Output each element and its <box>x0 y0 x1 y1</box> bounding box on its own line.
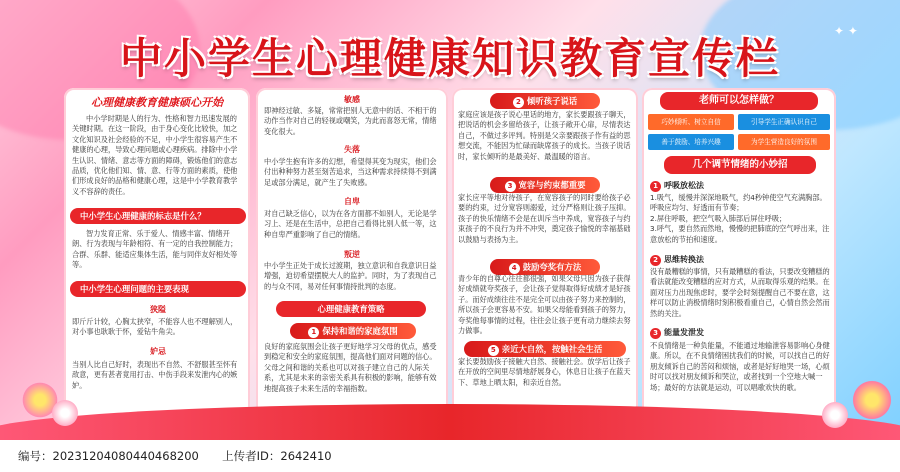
strategy-2-heading: 2 倾听孩子说话 <box>490 93 600 109</box>
sensitive-heading: 敏感 <box>344 95 360 104</box>
flower-icon <box>50 398 80 428</box>
tip-2-text: 没有最糟糕的事情，只有最糟糕的看法，只要改变糟糕的看法就能改变糟糕的应对方式，从而取得乐观的结果。在面对压力出现焦虑时，要学会时刻提醒自己不要在意，这样可以防止消极情绪时刻积极看重自己，心情自然会然而然的关注。 <box>650 267 830 318</box>
uploader-label: 上传者ID： <box>222 449 281 463</box>
teacher-heading: 老师可以怎样做？ <box>660 92 818 110</box>
strategy-3-text: 家长应平等地对待孩子，在宽容孩子的同时要给孩子必要的约束，过分宽容则溺爱，过分严格则让孩子压抑。孩子的快乐情绪不会是在训斥当中养成，宽容孩子与约束孩子的不良行为并不冲突，奠定孩子愉悦的幸福基础以鼓励与表扬为主。 <box>458 193 631 244</box>
id-value: 20231204080440468200 <box>52 449 199 463</box>
tip-1-heading: 1 呼吸放松法 <box>650 180 828 192</box>
strategy-2-text: 家庭应该是孩子说心里话的地方，家长要跟孩子聊天，把说话的机会多留给孩子，让孩子敞开心扉，尽情表达自己，不做过多评判。特别是父亲要跟孩子作有益的思想交流，不能因为忙碌而缺席孩子的成长。当孩子说话时，家长倾听的是最美好、最温暖的语言。 <box>458 110 631 161</box>
uploader-value: 2642410 <box>280 449 332 463</box>
rebel-text: 中小学生正处于成长过渡期，独立意识和自我意识日益增强，迫切希望摆脱大人的监护。同时，为了表现自己的与众不同，易对任何事情持批判的态度。 <box>264 261 437 291</box>
id-label: 编号： <box>18 449 53 463</box>
lost-heading: 失落 <box>344 145 360 154</box>
flower-icon <box>850 378 894 422</box>
tips-heading: 几个调节情绪的小妙招 <box>664 156 816 174</box>
tip-3-text: 不良情绪是一种负能量，不能通过地输泄容易影响心身健康。所以，在不良情绪困扰我们的时候，可以找自己的好朋友倾诉自己的苦闷和烦恼，或者是好好地哭一场，心烦时可以找对朋友倾诉和哭泣，或者找到一个空地大喊一场；最好的方法就是运动，可以唱歌欢快的歌。 <box>650 341 830 392</box>
tip-3-heading: 3 能量发泄发 <box>650 327 828 339</box>
flower-icon <box>820 400 850 430</box>
lost-text: 中小学生抱有许多的幻想，希望得其变为现实，他们会付出种种努力甚至刻苦追求，当这种需求持续得不到满足或部分满足，就产生了失败感。 <box>264 157 437 187</box>
strategy-1-text: 良好的家庭氛围会让孩子更好地学习父母的优点，感受到稳定和安全的家庭氛围，提高他们面对问题的信心。父母之间和谐的关系也可以对孩子建立自己的人际关系，尤其是未来的亲密关系具有积极的影响，能够有效地提高孩子未来生活的幸福指数。 <box>264 342 437 393</box>
strategy-5-text: 家长要鼓励孩子接触大自然、接触社会。放学后让孩子在开放的空间里尽情地舒展身心，休息日让孩子在蓝天下、草地上晒太阳，和亲近自然。 <box>458 357 631 387</box>
strategy-1-heading: 1 保持和谐的家庭氛围 <box>290 323 416 339</box>
image-info-bar <box>0 440 900 472</box>
problem-heading: 中小学生心理问题的主要表现 <box>70 281 246 297</box>
sensitive-text: 即神经过敏、多疑，常常把别人无意中的话、不相干的动作当作对自己的轻视或嘲笑，为此而喜怒无常，情绪变化很大。 <box>264 106 437 136</box>
tip-1-text: 1.吸气，缓慢并深深地吸气，约4秒钟使空气充满胸部。呼吸应均匀、好透而有节奏； 2.屏住呼吸，把空气吸入肺部后屏住呼吸； 3.呼气，要自然而然地，慢慢的把肺底的空气呼出来，注意放松的节拍和速度。 <box>650 193 830 244</box>
sign-heading: 中小学生心理健康的标志是什么？ <box>70 208 246 224</box>
strategy-4-text: 青少年的自尊心往往都很强，如果父母只因为孩子获得好成绩就夸奖孩子，会让孩子觉得取得好成绩才是好孩子。而好成绩往往不是完全可以由孩子努力来控制的，所以孩子会更容易不安。如果父母能看到孩子的努力，夸奖他每事情的过程，往往会让孩子更有动力继续去努力做事。 <box>458 274 631 336</box>
teacher-tag: 为学生营造良好的氛围 <box>738 134 830 150</box>
jealous-heading: 妒忌 <box>150 347 166 356</box>
humble-heading: 自卑 <box>344 197 360 206</box>
sign-text: 智力发育正常、乐于爱人、情感丰富、情绪开朗、行为表现与年龄相符、有一定的自我控制能力；合群、乐群、能适应集体生活，能与同伴友好相处等等。 <box>72 229 238 270</box>
rebel-heading: 叛逆 <box>344 250 360 259</box>
intro-text: 中小学时期是人的行为、性格和智力迅速发展的关键时期。在这一阶段，由于身心变化比较快，加之文化知识及社会经验的不足，中小学生很容易产生不健康的心理，导致心理问题或心理疾病。排除中小学生认识、情绪、意志等方面的障碍，锻炼他们的意志品质，优化他们知、情、意、行等方面的素质，使他们形成良好的品格和健康心理，这是中小学教育教学义不容辞的责任。 <box>72 114 238 196</box>
tip-2-heading: 2 思维转换法 <box>650 254 828 266</box>
strategy-4-heading: 4 鼓励夸奖有方法 <box>490 259 600 275</box>
humble-text: 对自己缺乏信心，以为在各方面都不如别人，无论是学习上、还是在生活中，总把自己看得比别人低一等，这种自卑严重影响了自己的情绪。 <box>264 209 437 239</box>
poster-title: 中小学生心理健康知识教育宣传栏 <box>119 34 780 83</box>
strategy-3-heading: 3 宽容与约束都重要 <box>490 177 600 193</box>
left-panel-heading: 心理健康教育健康硕心开始 <box>91 96 223 109</box>
jealous-text: 当别人比自己好时，表现出不自然、不舒服甚至怀有敌意，更有甚者竟用打击、中伤手段来发泄内心的嫉妒。 <box>72 360 238 390</box>
birds-decoration: ✦ ✦ <box>834 24 858 38</box>
strategy-5-heading: 5 亲近大自然，按触社会生活 <box>464 341 626 357</box>
teacher-tag: 巧妙倾听、树立自信 <box>648 114 734 130</box>
teacher-tag: 善于鼓励、培养兴趣 <box>648 134 734 150</box>
teacher-tag: 引导学生正确认识自己 <box>738 114 830 130</box>
narrow-heading: 狭隘 <box>150 305 166 314</box>
narrow-text: 即斤斤计较，心胸太狭窄，不能容人也不理解别人，对小事也耿耿于怀，爱钻牛角尖。 <box>72 317 238 337</box>
strategy-heading: 心理健康教育策略 <box>276 301 426 317</box>
